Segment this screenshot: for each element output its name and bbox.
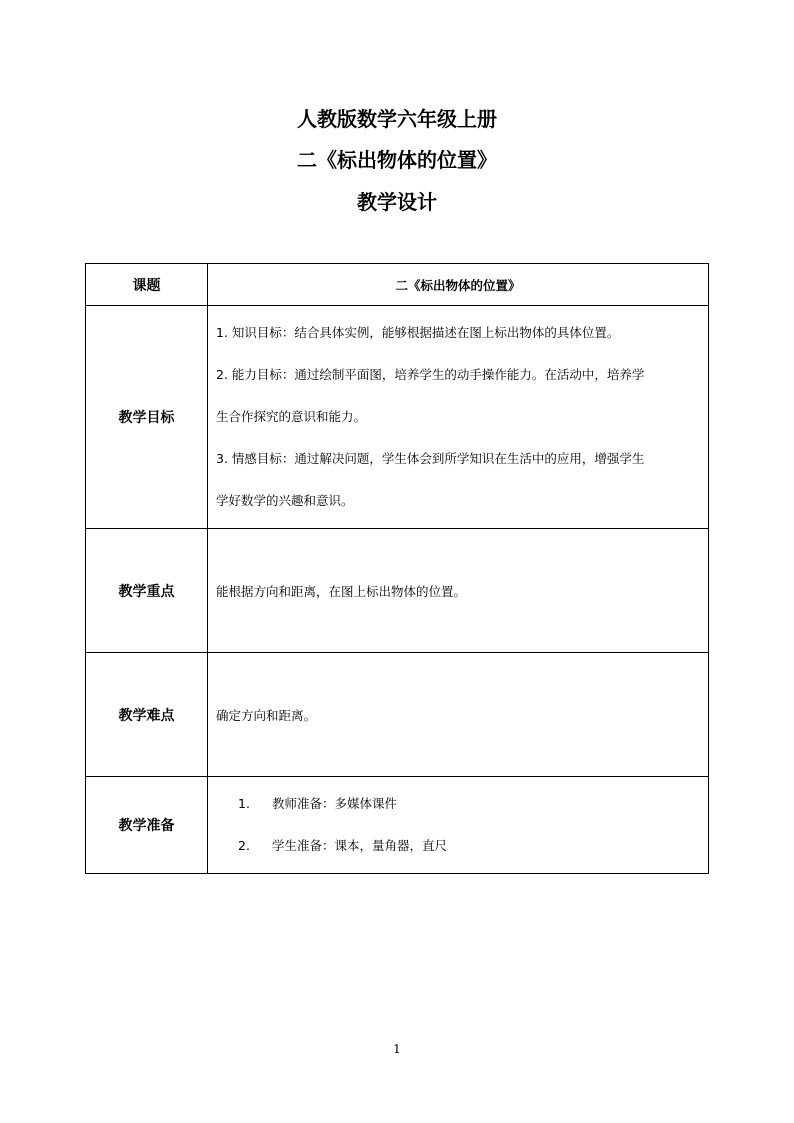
row-label-objectives: 教学目标 [86, 306, 208, 529]
table-row-objectives [86, 306, 709, 529]
lesson-title-heading: 二《标出物体的位置》 [297, 148, 497, 172]
difficulties-text: 确定方向和距离。 [216, 707, 317, 723]
list-item-number: 2. [238, 838, 250, 853]
teaching-design-table [85, 263, 709, 874]
key-points-text: 能根据方向和距离，在图上标出物体的位置。 [216, 583, 467, 599]
objectives-cell [208, 306, 709, 529]
preparation-cell [208, 777, 709, 874]
topic-value: 二《标出物体的位置》 [208, 264, 709, 306]
list-item [238, 783, 708, 825]
list-item-number: 1. [238, 796, 250, 811]
document-title: 人教版数学六年级上册 [297, 107, 497, 131]
objective-line: 学好数学的兴趣和意识。 [216, 493, 354, 508]
table-row-topic [86, 264, 709, 306]
row-label-difficulties: 教学难点 [86, 653, 208, 777]
objective-line: 2. 能力目标：通过绘制平面图，培养学生的动手操作能力。在活动中，培养学 [216, 367, 645, 382]
table-row-difficulties [86, 653, 709, 777]
table-row-preparation [86, 777, 709, 874]
objective-line: 3. 情感目标：通过解决问题，学生体会到所学知识在生活中的应用，增强学生 [216, 451, 645, 466]
objective-line: 1. 知识目标：结合具体实例，能够根据描述在图上标出物体的具体位置。 [216, 325, 620, 340]
key-points-cell [208, 529, 709, 653]
table-row-key-points [86, 529, 709, 653]
objective-line: 生合作探究的意识和能力。 [216, 409, 367, 424]
row-label-key-points: 教学重点 [86, 529, 208, 653]
row-label-topic: 课题 [86, 264, 208, 306]
list-item-text: 教师准备：多媒体课件 [272, 796, 398, 811]
document-subtitle: 教学设计 [357, 190, 437, 214]
list-item-text: 学生准备：课本，量角器，直尺 [272, 838, 448, 853]
page-number: 1 [393, 1042, 401, 1056]
row-label-preparation: 教学准备 [86, 777, 208, 874]
list-item [238, 825, 708, 867]
difficulties-cell [208, 653, 709, 777]
